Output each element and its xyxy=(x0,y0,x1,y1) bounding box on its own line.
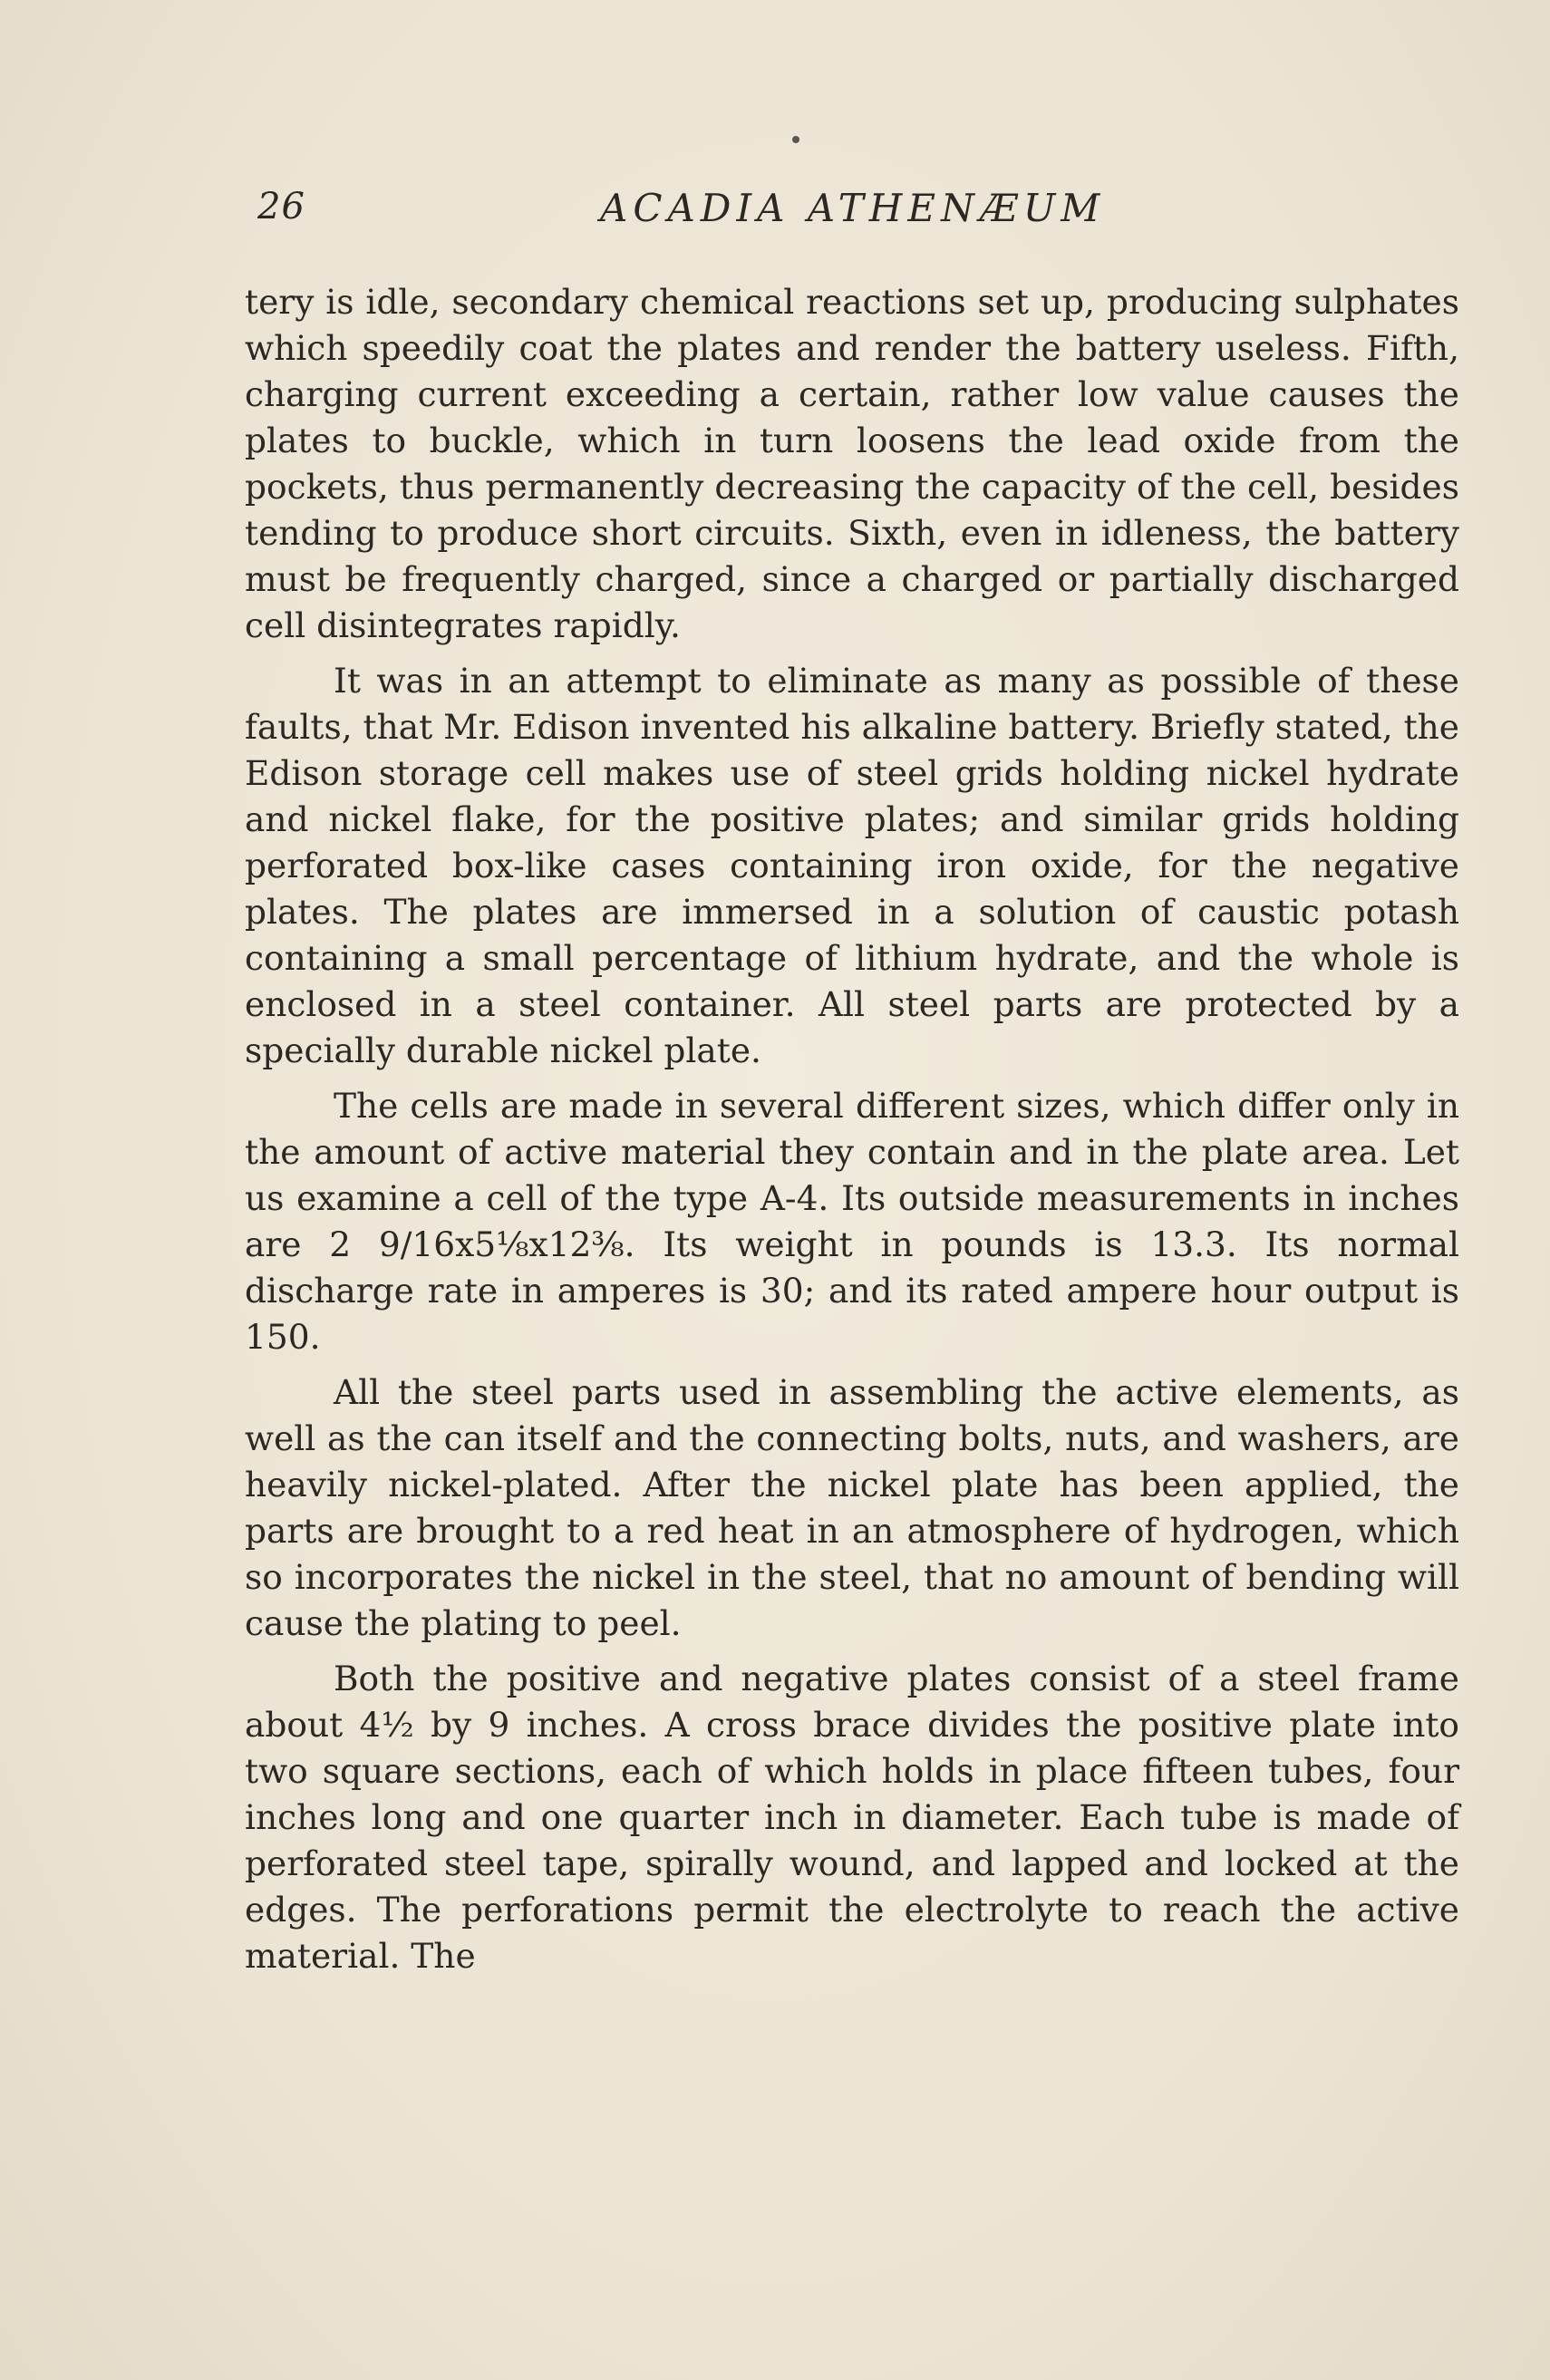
paragraph-edison-battery: It was in an attempt to eliminate as many as possible of these faults, that Mr. Edison invented his alkaline battery. Briefly stated, the Edison storage cell makes use of steel grids holding nickel hydrate and nickel flake, for the positive plates; and similar grids holding perforated box-like cases containing iron oxide, for the negative plates. The plates are immersed in a solution of caustic potash containing a small percentage of lithium hydrate, and the whole is enclosed in a steel container. All steel parts are protected by a specially durable nickel plate. xyxy=(245,661,1459,1070)
ink-speck xyxy=(792,136,799,143)
paragraph-nickel-plating: All the steel parts used in assembling the active elements, as well as the can itself and the connecting bolts, nuts, and washers, are heavily nickel-plated. After the nickel plate has been applied, the parts are brought to a red heat in an atmosphere of hydrogen, which so incorporates the nickel in the steel, that no amount of bending will cause the plating to peel. xyxy=(245,1372,1459,1643)
paragraph-plate-construction: Both the positive and negative plates consist of a steel frame about 4½ by 9 inches. A cross brace divides the positive plate into two square sections, each of which holds in place fifteen tubes, four inches long and one quarter inch in diameter. Each tube is made of perforated steel tape, spirally wound, and lapped and locked at the edges. The perforations permit the electrolyte to reach the active material. The xyxy=(245,1659,1459,1976)
page-number: 26 xyxy=(257,186,305,227)
paragraph-cell-sizes: The cells are made in several different sizes, which differ only in the amount of active material they contain and in the plate area. Let us examine a cell of the type A-4. Its outside measurements in inches are 2 9/16x5⅛x12⅜. Its weight in pounds is 13.3. Its normal discharge rate in amperes is 30; and its rated ampere hour output is 150. xyxy=(245,1086,1459,1357)
article-body xyxy=(245,279,1459,1979)
running-header xyxy=(257,186,1472,240)
journal-title: ACADIA ATHENÆUM xyxy=(600,186,1106,230)
paragraph-continued: tery is idle, secondary chemical reactions set up, producing sulphates which speedily coat the plates and render the battery useless. Fifth, charging current exceeding a certain, rather low value causes the plates to buckle, which in turn loosens the lead oxide from the pockets, thus permanently decreasing the capacity of the cell, besides tending to produce short circuits. Sixth, even in idleness, the battery must be frequently charged, since a charged or partially discharged cell disintegrates rapidly. xyxy=(245,282,1459,645)
